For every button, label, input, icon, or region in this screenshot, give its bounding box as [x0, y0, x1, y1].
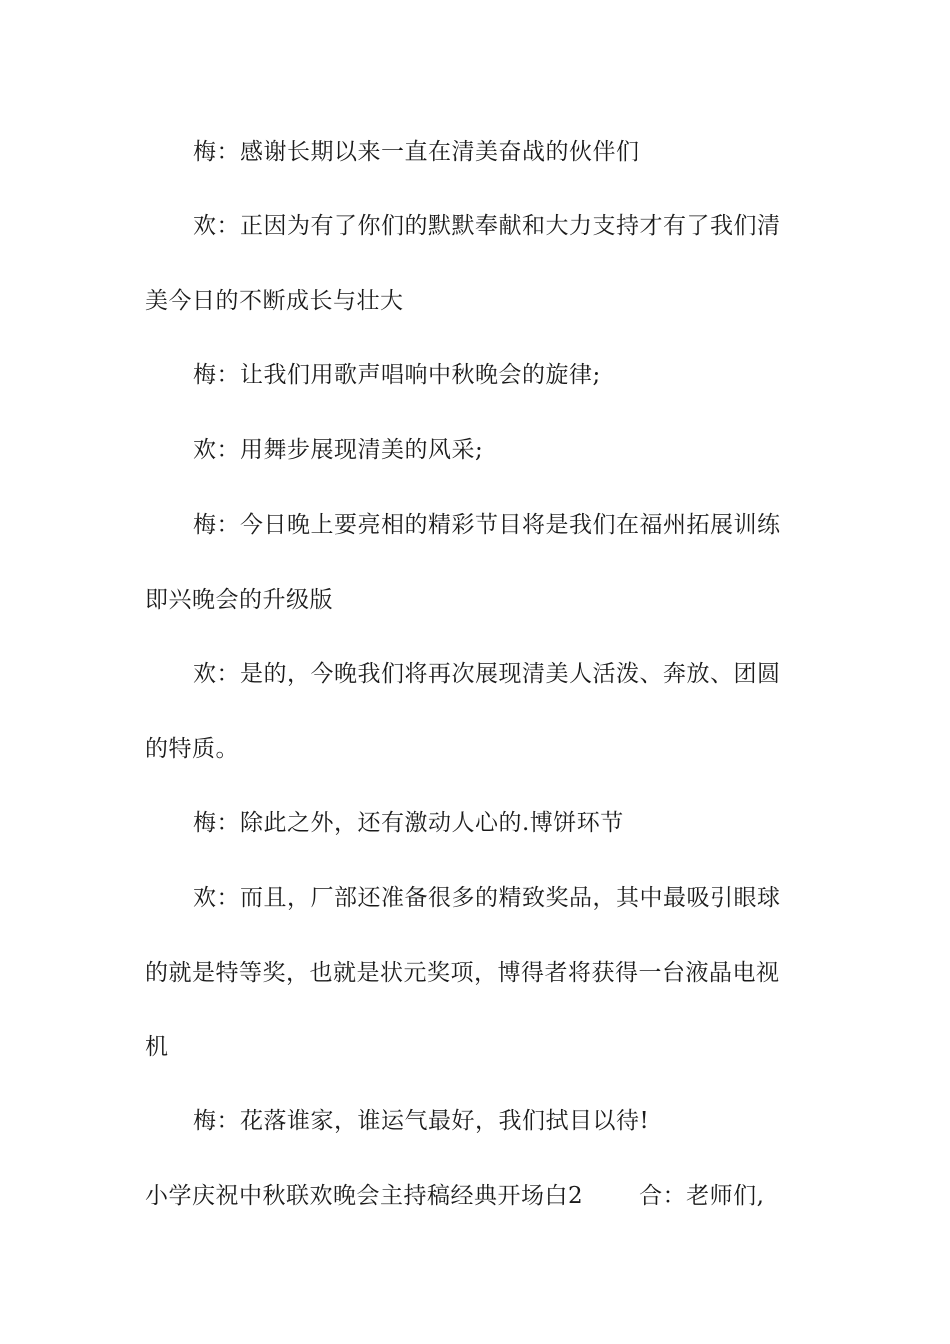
- paragraph-line: 欢：是的，今晚我们将再次展现清美人活泼、奔放、团圆: [193, 661, 781, 687]
- paragraph-line: 梅：花落谁家，谁运气最好，我们拭目以待!: [193, 1108, 650, 1134]
- paragraph-line: 美今日的不断成长与壮大: [145, 288, 404, 314]
- section-continuation: 合：老师们,: [639, 1183, 765, 1209]
- paragraph-line: 的就是特等奖，也就是状元奖项，博得者将获得一台液晶电视: [145, 960, 780, 986]
- paragraph-line: 梅：感谢长期以来一直在清美奋战的伙伴们: [193, 139, 640, 165]
- paragraph-line: 机: [145, 1034, 169, 1060]
- section-heading-line: [145, 1181, 764, 1211]
- paragraph-line: 即兴晚会的升级版: [145, 587, 333, 613]
- section-title: 小学庆祝中秋联欢晚会主持稿经典开场白2: [145, 1183, 584, 1209]
- paragraph-line: 欢：正因为有了你们的默默奉献和大力支持才有了我们清: [193, 213, 781, 239]
- paragraph-line: 欢：用舞步展现清美的风采;: [193, 437, 484, 463]
- paragraph-line: 梅：除此之外，还有激动人心的.博饼环节: [193, 810, 624, 836]
- paragraph-line: 梅：让我们用歌声唱响中秋晚会的旋律;: [193, 362, 601, 388]
- paragraph-line: 欢：而且，厂部还准备很多的精致奖品，其中最吸引眼球: [193, 885, 781, 911]
- paragraph-line: 梅：今日晚上要亮相的精彩节目将是我们在福州拓展训练: [193, 512, 781, 538]
- paragraph-line: 的特质。: [145, 736, 239, 762]
